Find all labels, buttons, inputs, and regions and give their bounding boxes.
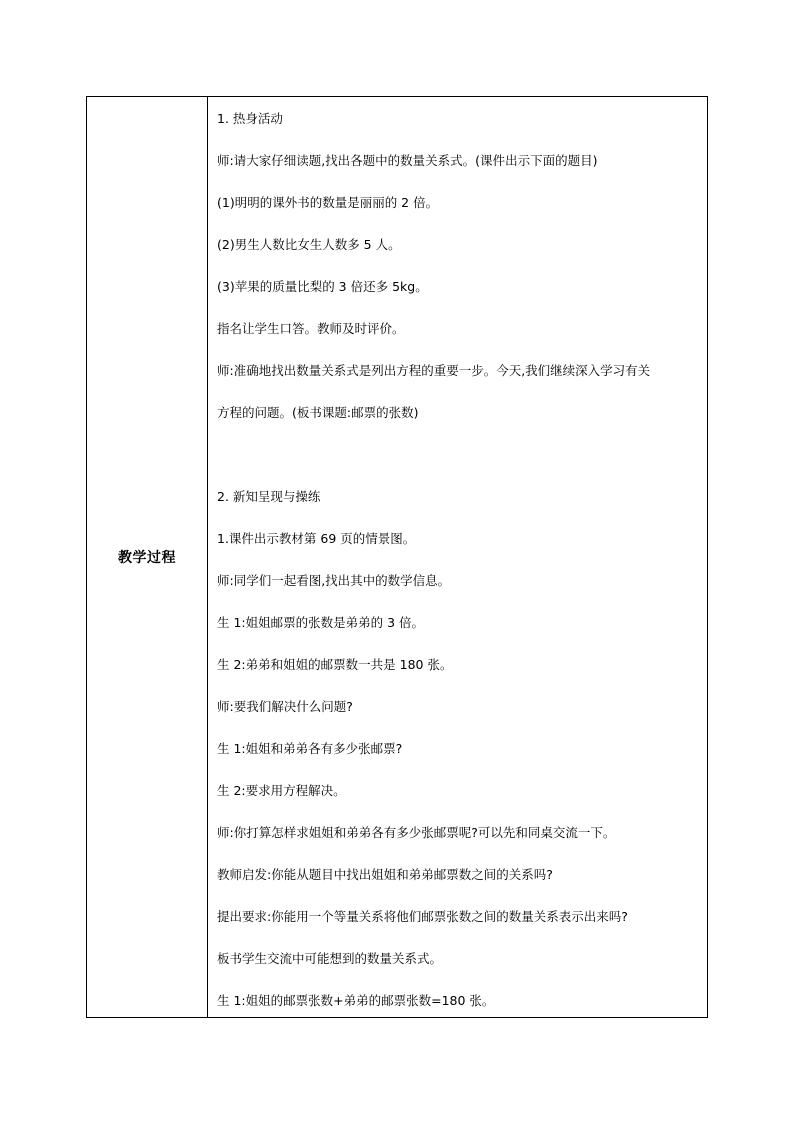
- content-cell: [208, 97, 707, 1017]
- text-line: (3)苹果的质量比梨的 3 倍还多 5kg。: [217, 279, 428, 294]
- section-label-cell: [87, 97, 208, 1017]
- heading-warmup: 1. 热身活动: [217, 111, 283, 126]
- text-line: 方程的问题。(板书课题:邮票的张数): [217, 405, 419, 420]
- text-line: 师:准确地找出数量关系式是列出方程的重要一步。今天,我们继续深入学习有关: [217, 363, 651, 378]
- heading-new-knowledge: 2. 新知呈现与操练: [217, 489, 321, 504]
- lesson-plan-table: [86, 96, 708, 1018]
- text-line: 师:请大家仔细读题,找出各题中的数量关系式。(课件出示下面的题目): [217, 153, 598, 168]
- text-line: 生 2:要求用方程解决。: [217, 783, 346, 798]
- text-line: (1)明明的课外书的数量是丽丽的 2 倍。: [217, 195, 439, 210]
- text-line: 师:要我们解决什么问题?: [217, 699, 353, 714]
- text-line: 提出要求:你能用一个等量关系将他们邮票张数之间的数量关系表示出来吗?: [217, 909, 628, 924]
- text-line: 教师启发:你能从题目中找出姐姐和弟弟邮票数之间的关系吗?: [217, 867, 553, 882]
- text-line: 生 1:姐姐的邮票张数+弟弟的邮票张数=180 张。: [217, 993, 495, 1008]
- text-line: 1.课件出示教材第 69 页的情景图。: [217, 531, 416, 546]
- text-line: 师:你打算怎样求姐姐和弟弟各有多少张邮票呢?可以先和同桌交流一下。: [217, 825, 616, 840]
- text-line: 生 1:姐姐邮票的张数是弟弟的 3 倍。: [217, 615, 425, 630]
- text-line: 指名让学生口答。教师及时评价。: [217, 321, 405, 336]
- text-line: 板书学生交流中可能想到的数量关系式。: [217, 951, 443, 966]
- text-line: 生 1:姐姐和弟弟各有多少张邮票?: [217, 741, 403, 756]
- text-line: 生 2:弟弟和姐姐的邮票数一共是 180 张。: [217, 657, 453, 672]
- text-line: (2)男生人数比女生人数多 5 人。: [217, 237, 401, 252]
- section-label: 教学过程: [118, 550, 176, 566]
- text-line: 师:同学们一起看图,找出其中的数学信息。: [217, 573, 451, 588]
